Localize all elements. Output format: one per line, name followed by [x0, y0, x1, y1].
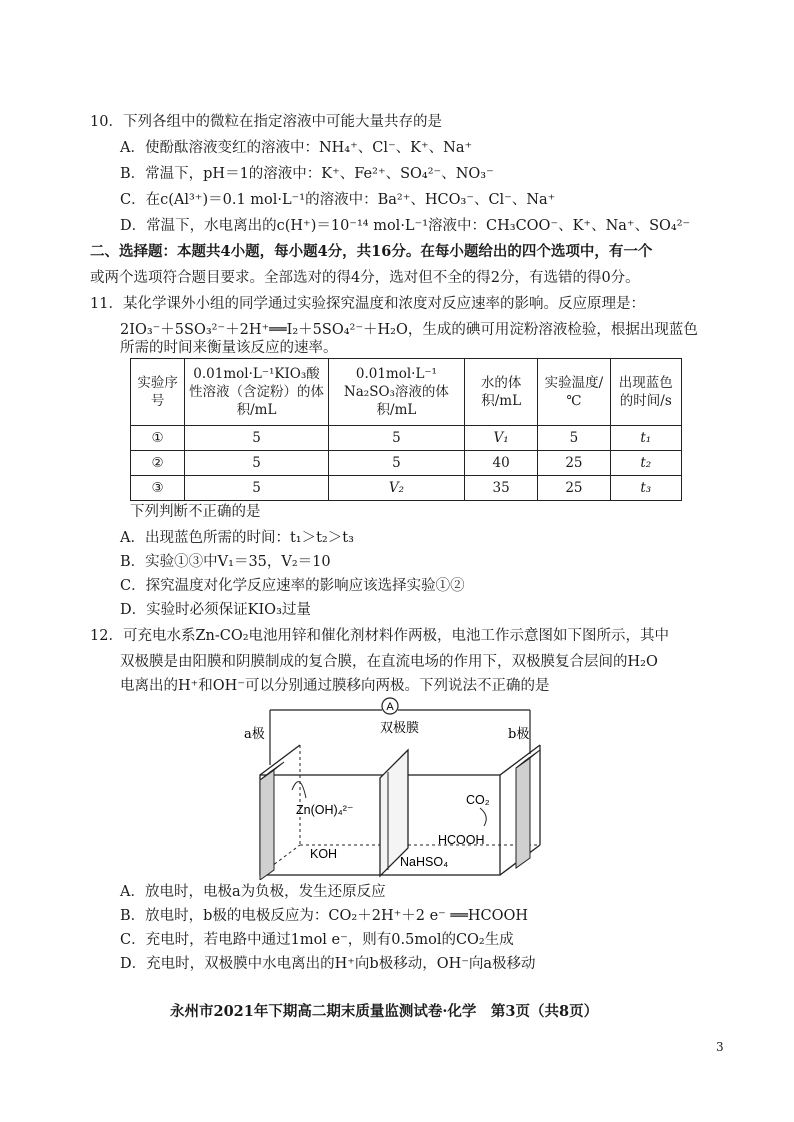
table-cell: t₂ [610, 451, 681, 476]
cell-edge [260, 745, 300, 775]
q12-stem-2: 双极膜是由阳膜和阴膜制成的复合膜，在直流电场的作用下，双极膜复合层间的H₂O [120, 654, 658, 670]
ammeter-label: A [386, 701, 394, 713]
co2-label: CO₂ [466, 793, 490, 807]
table-header: 0.01mol·L⁻¹ Na₂SO₃溶液的体积/mL [328, 359, 464, 426]
electrode-b [516, 758, 530, 868]
q11-stem-2: 2IO₃⁻＋5SO₃²⁻＋2H⁺══I₂＋5SO₄²⁻＋H₂O，生成的碘可用淀粉溶液检验，根据出现蓝色 [120, 322, 698, 338]
table-header: 0.01mol·L⁻¹KIO₃酸性溶液（含淀粉）的体积/mL [185, 359, 329, 426]
q12-option-a: A．放电时，电极a为负极，发生还原反应 [120, 884, 386, 900]
table-header: 水的体积/mL [465, 359, 538, 426]
table-header: 出现蓝色的时间/s [610, 359, 681, 426]
table-cell: ③ [131, 476, 185, 501]
table-cell: 5 [328, 451, 464, 476]
q10-stem: 10．下列各组中的微粒在指定溶液中可能大量共存的是 [90, 114, 442, 130]
q10-option-c: C．在c(Al³⁺)＝0.1 mol·L⁻¹的溶液中：Ba²⁺、HCO₃⁻、Cl⁻、Na⁺ [120, 192, 556, 208]
table-row [131, 451, 682, 476]
q10-option-b: B．常温下，pH＝1的溶液中：K⁺、Fe²⁺、SO₄²⁻、NO₃⁻ [120, 166, 494, 182]
hcooh-label: HCOOH [438, 833, 485, 847]
electrode-b-label: b极 [508, 727, 530, 742]
section2-line1: 二、选择题：本题共4小题，每小题4分，共16分。在每小题给出的四个选项中，有一个 [90, 243, 653, 260]
table-cell: 5 [328, 426, 464, 451]
table-row [131, 426, 682, 451]
q11-stem-1: 11．某化学课外小组的同学通过实验探究温度和浓度对反应速率的影响。反应原理是： [90, 296, 645, 312]
q11-after: 下列判断不正确的是 [130, 504, 261, 520]
table-cell: t₁ [610, 426, 681, 451]
table-cell: 35 [465, 476, 538, 501]
q11-option-d: D．实验时必须保证KIO₃过量 [120, 602, 311, 618]
table-row [131, 476, 682, 501]
q12-option-c: C．充电时，若电路中通过1mol e⁻，则有0.5mol的CO₂生成 [120, 932, 514, 948]
q10-option-a: A．使酚酞溶液变红的溶液中：NH₄⁺、Cl⁻、K⁺、Na⁺ [120, 140, 473, 156]
zn-label: Zn(OH)₄²⁻ [296, 803, 354, 817]
table-cell: V₁ [465, 426, 538, 451]
arrow-icon [480, 808, 486, 826]
page-footer: 永州市2021年下期高二期末质量监测试卷·化学 第3页（共8页） [170, 1003, 599, 1020]
table-cell: 5 [185, 451, 329, 476]
q12-stem-1: 12．可充电水系Zn-CO₂电池用锌和催化剂材料作两极，电池工作示意图如下图所示，其中 [90, 628, 670, 644]
q10-option-d: D．常温下，水电离出的c(H⁺)＝10⁻¹⁴ mol·L⁻¹溶液中：CH₃COO⁻、K⁺、Na⁺、SO₄²⁻ [120, 218, 691, 234]
table-cell: 5 [185, 426, 329, 451]
arrow-icon [292, 782, 306, 798]
q11-option-c: C．探究温度对化学反应速率的影响应该选择实验①② [120, 578, 465, 594]
electrode-a-label: a极 [244, 727, 265, 742]
q11-stem-3: 所需的时间来衡量该反应的速率。 [120, 340, 338, 356]
nahso4-label: NaHSO₄ [400, 855, 449, 869]
table-cell: 5 [185, 476, 329, 501]
experiment-table [130, 358, 682, 501]
q12-stem-3: 电离出的H⁺和OH⁻可以分别通过膜移向两极。下列说法不正确的是 [120, 678, 550, 694]
table-cell: 40 [465, 451, 538, 476]
table-cell: 5 [538, 426, 610, 451]
table-header: 实验序号 [131, 359, 185, 426]
q11-option-b: B．实验①③中V₁＝35，V₂＝10 [120, 554, 331, 570]
section2-line2: 或两个选项符合题目要求。全部选对的得4分，选对但不全的得2分，有选错的得0分。 [90, 270, 640, 286]
table-cell: ① [131, 426, 185, 451]
koh-label: KOH [310, 847, 338, 861]
table-cell: 25 [538, 476, 610, 501]
q11-option-a: A．出现蓝色所需的时间：t₁＞t₂＞t₃ [120, 530, 354, 546]
q12-option-b: B．放电时，b极的电极反应为：CO₂＋2H⁺＋2 e⁻ ══HCOOH [120, 908, 529, 924]
table-cell: V₂ [328, 476, 464, 501]
table-cell: t₃ [610, 476, 681, 501]
battery-diagram [240, 690, 560, 880]
table-header: 实验温度/℃ [538, 359, 610, 426]
electrode-a [260, 770, 274, 880]
table-header-row [131, 359, 682, 426]
q12-option-d: D．充电时，双极膜中水电离出的H⁺向b极移动，OH⁻向a极移动 [120, 956, 536, 972]
table-cell: ② [131, 451, 185, 476]
page-number: 3 [716, 1040, 724, 1054]
membrane-label: 双极膜 [380, 721, 420, 736]
table-cell: 25 [538, 451, 610, 476]
